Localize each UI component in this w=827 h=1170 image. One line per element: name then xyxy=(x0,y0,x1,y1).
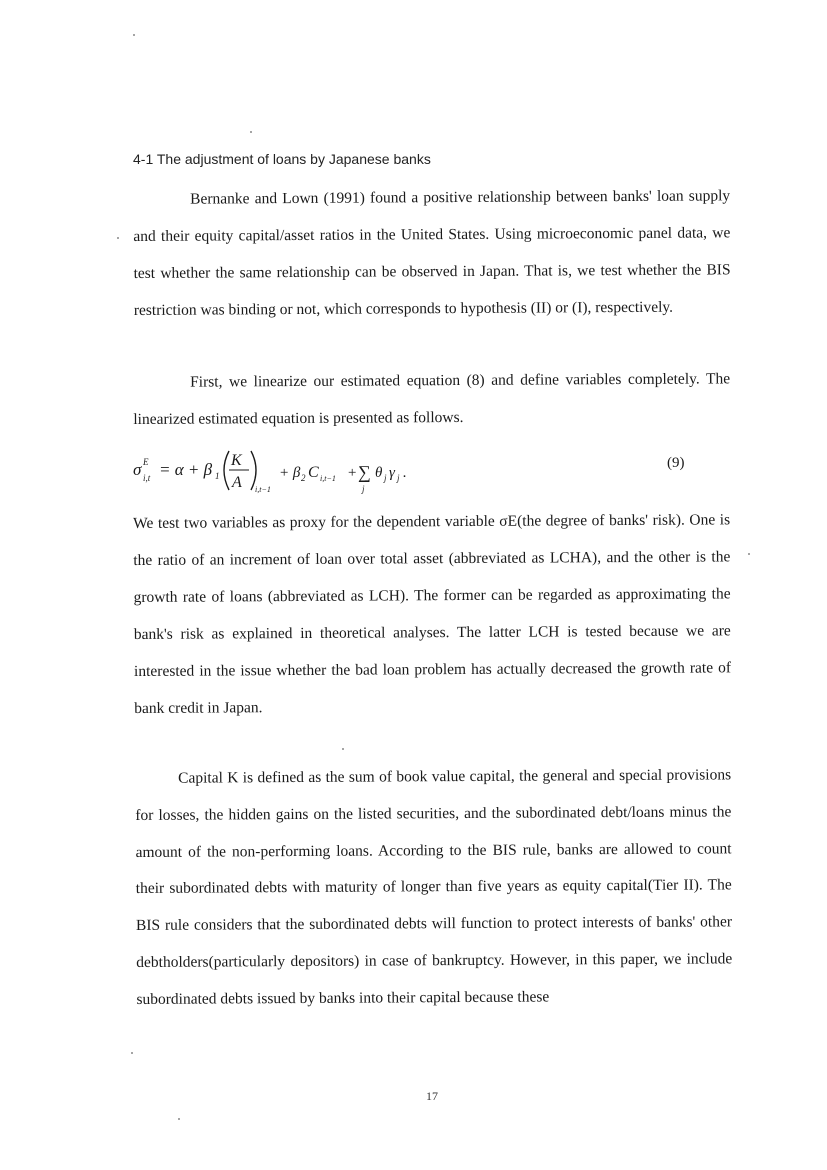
eq-equals-alpha-beta: = α + β xyxy=(159,460,213,479)
eq-theta-sub: j xyxy=(384,473,387,483)
eq-paren-sub: i,t−1 xyxy=(255,485,271,494)
eq-sum: ∑ xyxy=(358,462,371,482)
equation-9 xyxy=(133,445,693,495)
eq-frac-num: K xyxy=(231,452,242,469)
eq-beta2-sub: 2 xyxy=(301,473,306,483)
eq-sigma: σ xyxy=(133,460,142,479)
scan-speck xyxy=(250,131,252,133)
eq-sum-sub: j xyxy=(362,484,365,494)
paragraph-3: We test two variables as proxy for the dependent variable σE(the degree of banks' risk). One is the ratio of an increment of loan over total asset (abbreviated as LCHA), and the other is the growth rate of loans (abbreviated as LCH). The former can be regarded as approximating the bank's risk as explained in theoretical analyses. The latter LCH is tested because we are interested in the issue whether the bad loan problem has actually decreased the growth rate of bank credit in Japan. xyxy=(133,511,732,717)
eq-sigma-sub: i,t xyxy=(143,473,151,483)
scan-speck xyxy=(342,748,344,750)
page-number: 17 xyxy=(426,1089,438,1103)
section-heading: 4-1 The adjustment of loans by Japanese banks xyxy=(133,151,431,167)
scan-speck xyxy=(131,1052,133,1054)
paragraph-1: Bernanke and Lown (1991) found a positive relationship between banks' loan supply and their equity capital/asset ratios in the United States. Using microeconomic panel data, we test whether the same relationship can be observed in Japan. That is, we test whether the BIS restriction was binding or not, which corresponds to hypothesis (II) or (I), respectively. xyxy=(133,187,731,319)
eq-c-sub: i,t−1 xyxy=(320,474,336,483)
eq-left-paren xyxy=(224,451,229,490)
eq-sigma-sup: E xyxy=(143,457,149,467)
eq-beta1-sub: 1 xyxy=(215,471,220,481)
scan-speck xyxy=(117,237,119,239)
paragraph-2: First, we linearize our estimated equation (8) and define variables completely. The linearized estimated equation is presented as follows. xyxy=(133,370,731,428)
eq-theta: θ xyxy=(375,465,383,481)
eq-plus2: + xyxy=(347,465,358,481)
eq-c: C xyxy=(308,464,319,481)
eq-gamma-sub: j xyxy=(397,473,400,483)
scan-speck xyxy=(133,34,135,36)
scan-speck xyxy=(178,1118,180,1120)
equation-number: (9) xyxy=(667,455,685,471)
eq-frac-den: A xyxy=(232,474,242,491)
scan-speck xyxy=(748,553,750,555)
eq-gamma: γ xyxy=(389,465,395,481)
paragraph-4: Capital K is defined as the sum of book value capital, the general and special provisions for losses, the hidden gains on the listed securities, and the subordinated debt/loans minus the amount of the non-performing loans. According to the BIS rule, banks are allowed to count their subordinated debts with maturity of longer than five years as equity capital(Tier II). The BIS rule considers that the subordinated debts will function to protect interests of banks' other debtholders(particularly depositors) in case of bankruptcy. However, in this paper, we include subordinated debts issued by banks into their capital because these xyxy=(135,766,733,1008)
eq-end: . xyxy=(403,465,407,481)
eq-plus-beta2: + β xyxy=(279,465,301,481)
